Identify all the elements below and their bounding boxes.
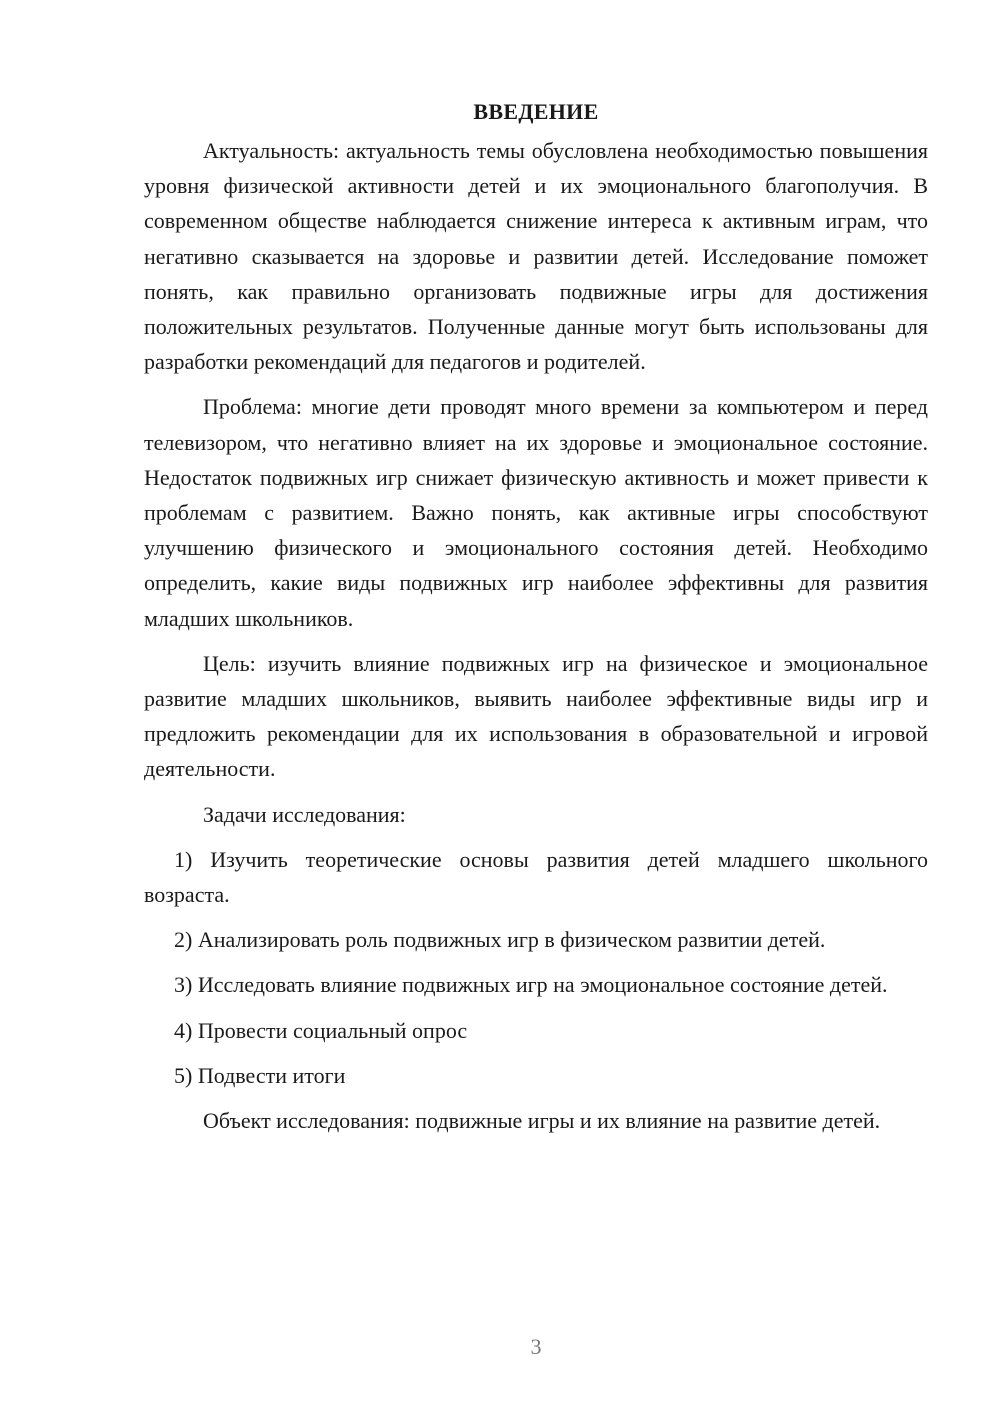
goal-paragraph: Цель: изучить влияние подвижных игр на физическое и эмоциональное развитие младших школьников, выявить наиболее эффективные виды игр и предложить рекомендации для их использования в образовательной и игровой деятельности. — [144, 650, 928, 782]
tasks-list — [144, 842, 928, 1093]
relevance-paragraph: Актуальность: актуальность темы обусловлена необходимостью повышения уровня физической активности детей и их эмоционального благополучия. В современном обществе наблюдается снижение интереса к активным играм, что негативно сказывается на здоровье и развитии детей. Исследование поможет понять, как правильно организовать подвижные игры для достижения положительных результатов. Полученные данные могут быть использованы для разработки рекомендаций для педагогов и родителей. — [144, 138, 928, 375]
object-paragraph: Объект исследования: подвижные игры и их влияние на развитие детей. — [203, 1108, 881, 1134]
task-item: 3) Исследовать влияние подвижных игр на эмоциональное состояние детей. — [174, 972, 888, 998]
task-item: 2) Анализировать роль подвижных игр в физическом развитии детей. — [174, 927, 826, 953]
page-number: 3 — [530, 1334, 542, 1359]
tasks-heading: Задачи исследования: — [203, 801, 406, 827]
task-item: 4) Провести социальный опрос — [174, 1017, 468, 1043]
task-item: 1) Изучить теоретические основы развития детей младшего школьного возраста. — [144, 846, 928, 908]
problem-paragraph: Проблема: многие дети проводят много времени за компьютером и перед телевизором, что негативно влияет на их здоровье и эмоциональное состояние. Недостаток подвижных игр снижает физическую активность и может привести к проблемам с развитием. Важно понять, как активные игры способствуют улучшению физического и эмоционального состояния детей. Необходимо определить, какие виды подвижных игр наиболее эффективны для развития младших школьников. — [144, 394, 928, 631]
section-title: ВВЕДЕНИЕ — [473, 99, 599, 124]
page-content — [144, 94, 928, 1138]
task-item: 5) Подвести итоги — [174, 1062, 346, 1088]
